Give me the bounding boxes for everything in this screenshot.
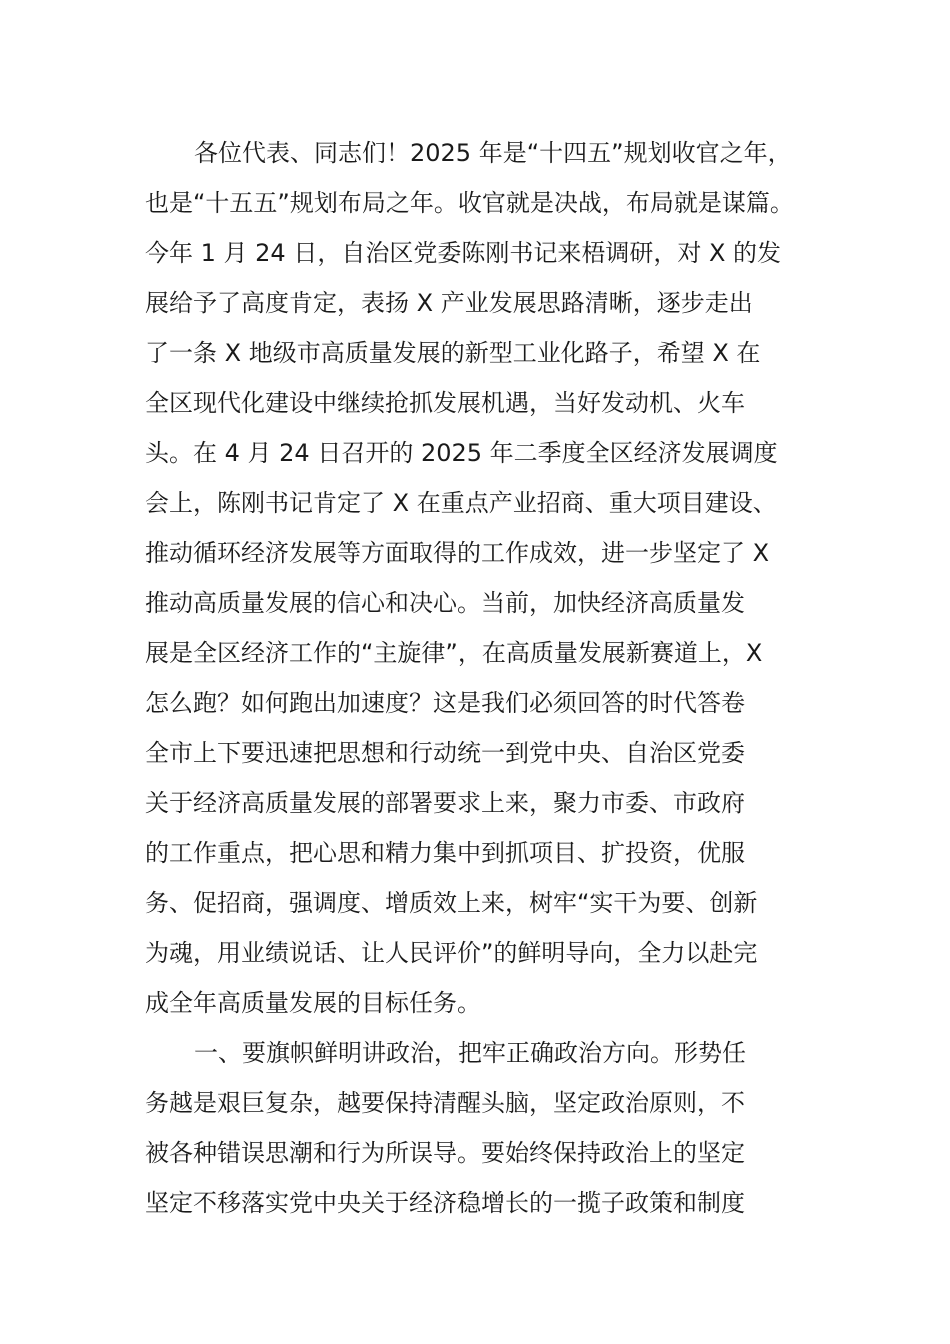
paragraph-1-line-18: 成全年高质量发展的目标任务。 — [145, 989, 481, 1017]
paragraph-2-line-3: 被各种错误思潮和行为所误导。要始终保持政治上的坚定 — [145, 1139, 745, 1167]
paragraph-1-line-1: 各位代表、同志们！2025 年是“十四五”规划收官之年， — [194, 139, 792, 167]
paragraph-1-line-14: 关于经济高质量发展的部署要求上来，聚力市委、市政府 — [145, 789, 745, 817]
paragraph-1-line-5: 了一条 X 地级市高质量发展的新型工业化路子，希望 X 在 — [145, 339, 761, 367]
paragraph-1-line-7: 头。在 4 月 24 日召开的 2025 年二季度全区经济发展调度 — [145, 439, 778, 467]
paragraph-1-line-11: 展是全区经济工作的“主旋律”，在高质量发展新赛道上，X — [145, 639, 763, 667]
paragraph-1-line-10: 推动高质量发展的信心和决心。当前，加快经济高质量发 — [145, 589, 745, 617]
paragraph-2-line-2: 务越是艰巨复杂，越要保持清醒头脑，坚定政治原则，不 — [145, 1089, 745, 1117]
paragraph-1-line-17: 为魂，用业绩说话、让人民评价”的鲜明导向，全力以赴完 — [145, 939, 758, 967]
paragraph-1-line-3: 今年 1 月 24 日，自治区党委陈刚书记来梧调研，对 X 的发 — [145, 239, 782, 267]
paragraph-1-line-2: 也是“十五五”规划布局之年。收官就是决战，布局就是谋篇。 — [145, 189, 794, 217]
paragraph-1-line-9: 推动循环经济发展等方面取得的工作成效，进一步坚定了 X — [145, 539, 770, 567]
paragraph-2-line-1: 一、要旗帜鲜明讲政治，把牢正确政治方向。形势任 — [194, 1039, 746, 1067]
paragraph-1-line-6: 全区现代化建设中继续抢抓发展机遇，当好发动机、火车 — [145, 389, 745, 417]
paragraph-1-line-13: 全市上下要迅速把思想和行动统一到党中央、自治区党委 — [145, 739, 745, 767]
paragraph-1-line-15: 的工作重点，把心思和精力集中到抓项目、扩投资，优服 — [145, 839, 745, 867]
paragraph-1-line-4: 展给予了高度肯定，表扬 X 产业发展思路清晰，逐步走出 — [145, 289, 753, 317]
paragraph-1-line-16: 务、促招商，强调度、增质效上来，树牢“实干为要、创新 — [145, 889, 758, 917]
paragraph-1-line-8: 会上，陈刚书记肯定了 X 在重点产业招商、重大项目建设、 — [145, 489, 777, 517]
paragraph-2-line-4: 坚定不移落实党中央关于经济稳增长的一揽子政策和制度 — [145, 1189, 745, 1217]
paragraph-1-line-12: 怎么跑？如何跑出加速度？这是我们必须回答的时代答卷 — [145, 689, 745, 717]
document-body — [145, 128, 845, 1228]
